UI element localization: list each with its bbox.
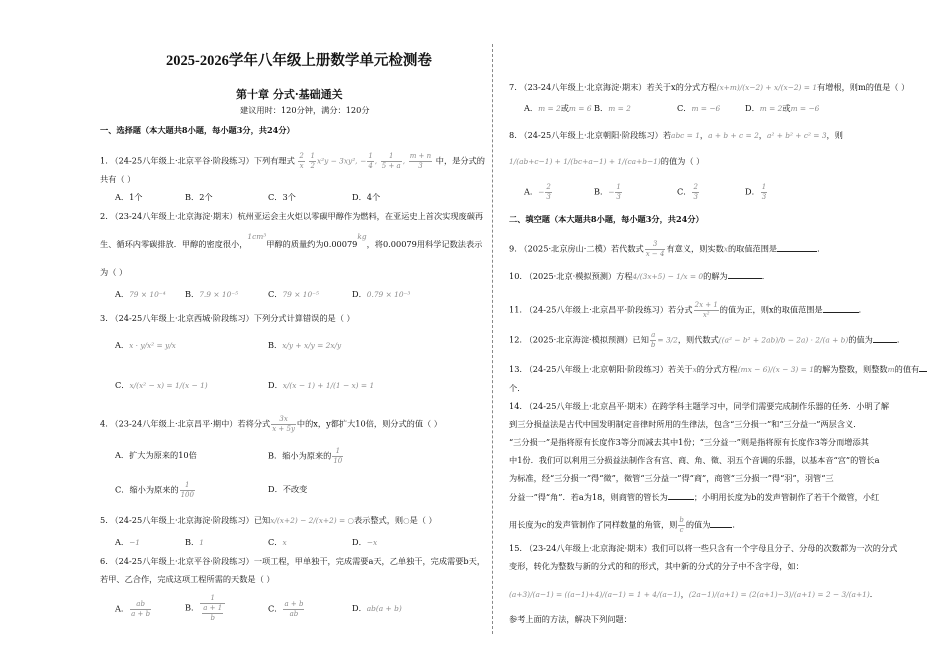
q14-line-3: “三分损一”是指将原有长度作3等分而减去其中1份；“三分益一”则是指将原有长度作3等分而增添其 [509,437,869,447]
question-7: 7. （23-24八年级上·北京海淀·期末）若关于x的分式方程(x+m)/(x−2) + x/(x−2) = 1有增根，则m的值是（ ） [509,82,910,92]
q4-option-d[interactable]: D．不改变 [268,484,308,494]
section-1-heading: 一、选择题（本大题共8小题，每小题3分，共24分） [100,125,295,135]
question-2-line-1: 2. （23-24八年级上·北京海淀·期末）杭州亚运会主火炬以零碳甲醇作为燃料，在亚运史上首次实现废碳再 [100,211,484,221]
question-6-line-2: 若甲、乙合作，完成这项工程所需的天数是（ ） [100,574,275,584]
question-1: 1. （24-25八年级上·北京平谷·阶段练习）下列有理式 $\frac{2}{x}$ $\frac{1}{2}$ x²y − 3xy², − $\frac{1}{4}$ , $\frac{1}{5 + a}$ , $\frac{m + n}{3}$ 中，是分式的 [100,152,485,170]
q5-option-d[interactable]: D．−x [352,537,378,547]
q8-option-c[interactable]: C． $\frac{2}{3}$ [677,183,698,201]
q2-option-b[interactable]: B．7.9 × 10⁻⁵ [185,289,239,299]
page-title: 2025-2026学年八年级上册数学单元检测卷 [166,53,432,69]
q6-option-a[interactable]: A． $\frac{ab}{a + b}$ [115,600,151,618]
q1-frac-4: $\frac{1}{5 + a}$ [381,152,401,170]
q7-equation: (x+m)/(x−2) + x/(x−2) = 1 [716,83,818,92]
q8-option-b[interactable]: B．− $\frac{1}{3}$ [594,183,621,201]
q7-option-d[interactable]: D．m = 2或m = −6 [745,103,820,113]
q7-option-c[interactable]: C．m = −6 [677,103,721,113]
q14-line-4: 中1份．我们可以利用三分损益法制作含有宫、商、角、徵、羽五个音调的乐器，以基本音“宫”的管长a [509,455,880,465]
q15-example-2: (2a−1)/(a+1) = (2(a+1)−3)/(a+1) = 2 − 3/(a+1) [688,590,870,599]
q2-unit-cm3: 1cm³ [247,232,267,241]
question-13-end: 个． [509,383,526,393]
q5-option-b[interactable]: B．1 [185,537,204,547]
q1-stem-end: 中，是分式的 [435,155,485,166]
question-9: 9. （2025·北京房山·二模）若代数式 $\frac{3}{x - 4}$ 有意义，则实数x的取值范围是 ． [509,240,826,258]
q14-answer-blank-2[interactable] [710,520,732,528]
question-13: 13. （24-25八年级上·北京朝阳·阶段练习）若关于x的分式方程(mx − 6)/(x − 3) = 1的解为整数，则整数m的值有 [509,364,927,373]
q1-frac-1: $\frac{2}{x}$ [299,152,304,170]
q3-option-c[interactable]: C．x/(x² − x) = 1/(x − 1) [115,380,208,390]
q13-answer-blank[interactable] [919,364,927,372]
q6-option-c[interactable]: C． $\frac{a + b}{ab}$ [268,600,304,618]
q2-option-c[interactable]: C．79 × 10⁻⁵ [268,289,320,299]
q1-option-b[interactable]: B．2个 [185,192,213,202]
q7-option-b[interactable]: B．m = 2 [594,103,631,113]
q1-stem: 1. （24-25八年级上·北京平谷·阶段练习）下列有理式 [100,155,295,166]
question-8: 8. （24-25八年级上·北京朝阳·阶段练习）若abc = 1，a + b + c = 2，a² + b² + c² = 3，则 [509,130,843,140]
left-column [100,0,488,672]
q15-line-3: 参考上面的方法，解决下列问题： [509,614,632,624]
q2-option-a[interactable]: A．79 × 10⁻⁴ [115,289,166,299]
q8-option-a[interactable]: A．− $\frac{2}{3}$ [524,183,551,201]
q1-option-a[interactable]: A．1个 [115,192,143,202]
q3-option-d[interactable]: D．x/(x − 1) + 1/(1 − x) = 1 [268,380,375,390]
question-10: 10. （2025·北京·模拟预测）方程4/(3x+5) − 1/x = 0的解为 ． [509,271,770,281]
q10-answer-blank[interactable] [728,271,762,279]
q2-unit-kg: kg [357,232,367,241]
q12-answer-blank[interactable] [873,335,897,343]
q1-option-c[interactable]: C．3个 [268,192,296,202]
q14-line-1: 14. （24-25八年级上·北京昌平·期末）在跨学科主题学习中，同学们需要完成制作乐器的任务．小明了解 [509,401,890,411]
question-4: 4. （23-24八年级上·北京昌平·期中）若将分式 $\frac{3x}{x + 5y}$ 中的x，y都扩大10倍，则分式的值（ ） [100,415,442,433]
q2-option-d[interactable]: D．0.79 × 10⁻³ [352,289,411,299]
q7-option-a[interactable]: A．m = 2或m = 6 [524,103,592,113]
column-divider [492,44,493,634]
chapter-title: 第十章 分式·基础通关 [236,88,343,101]
q3-option-b[interactable]: B．x/y + x/y = 2x/y [268,340,342,350]
q9-answer-blank[interactable] [777,244,817,252]
q14-line-6: 分益一”得“角”．若a为18，则商管的管长为 ；小明用长度为b的发声管制作了若干个徵管，小红 [509,492,880,502]
q14-line-7: 用长度为c的发声管制作了同样数量的角管，则 $\frac{b}{c}$ 的值为 ． [509,516,741,534]
q1-option-d[interactable]: D．4个 [352,192,381,202]
q4-option-b[interactable]: B．缩小为原来的 $\frac{1}{10}$ [268,447,343,465]
q5-option-a[interactable]: A．−1 [115,537,141,547]
q3-option-a[interactable]: A．x · y/x² = y/x [115,340,176,350]
q1-stem-cont: 共有（ ） [100,174,136,184]
q14-line-2: 到三分损益法是古代中国发明制定音律时所用的生律法，包含“三分损一”和“三分益一”两层含义． [509,419,862,429]
q14-answer-blank-1[interactable] [668,492,694,500]
q15-example: (a+3)/(a−1) = ((a−1)+4)/(a−1) = 1 + 4/(a−1)，(2a−1)/(a+1) = (2(a+1)−3)/(a+1) = 2 − 3/(a+1)． [509,589,878,599]
q1-frac-2: $\frac{1}{2}$ [310,152,315,170]
section-2-heading: 二、填空题（本大题共8小题，每小题3分，共24分） [509,214,704,224]
q4-frac: $\frac{3x}{x + 5y}$ [272,415,295,433]
question-11: 11. （24-25八年级上·北京昌平·阶段练习）若分式 $\frac{2x + 1}{\text{x²}}$ 的值为正，则x的取值范围是 ． [509,301,867,319]
q8-option-d[interactable]: D． $\frac{1}{3}$ [745,183,767,201]
q15-line-1: 15. （23-24八年级上·北京海淀·期末）我们可以将一些只含有一个字母且分子、分母的次数都为一次的分式 [509,543,898,553]
time-info: 建议用时：120分钟，满分：120分 [240,105,370,115]
question-12: 12. （2025·北京海淀·模拟预测）已知 $\frac{a}{b}$ = 3/2，则代数式((a² − b² + 2ab)/b − 2a) · 2/(a + b)的值为 ． [509,331,906,349]
q1-frac-5: $\frac{m + n}{3}$ [409,152,432,170]
question-6-line-1: 6. （24-25八年级上·北京平谷·阶段练习）一项工程，甲单独干，完成需要a天，乙单独干，完成需要b天， [100,556,486,566]
question-2-line-3: 为（ ） [100,267,128,277]
q14-line-5: 为标准，经“三分损一”得“徵”，徵管“三分益一”得“商”，商管“三分损一”得“羽”，羽管“三 [509,473,834,483]
q4-option-a[interactable]: A．扩大为原来的10倍 [115,450,197,460]
q15-example-1: (a+3)/(a−1) = ((a−1)+4)/(a−1) = 1 + 4/(a−1) [509,590,681,599]
q5-option-c[interactable]: C．x [268,537,287,547]
q15-line-2: 变形，转化为整数与新的分式的和的形式，其中新的分式的分子中不含字母，如： [509,561,804,571]
right-column [509,0,920,672]
q1-frac-3: $\frac{1}{4}$ [368,152,373,170]
q5-equation: x/(x+2) − 2/(x+2) = ○ [270,516,354,525]
q4-option-c[interactable]: C．缩小为原来的 $\frac{1}{100}$ [115,481,194,499]
q1-math-2: x²y − 3xy², [316,156,358,166]
question-2-line-2: 生、循环内零碳排放．甲醇的密度很小，1cm³甲醇的质量约为0.00079kg，将0.00079用科学记数法表示 [100,232,483,249]
q11-answer-blank[interactable] [823,305,859,313]
q6-option-b[interactable]: B． $\frac{1}{\frac{a + 1}{b}}$ [185,594,226,623]
q6-option-d[interactable]: D．ab(a + b) [352,603,402,613]
question-5: 5. （24-25八年级上·北京海淀·阶段练习）已知x/(x+2) − 2/(x+2) = ○表示整式，则○是（ ） [100,515,437,525]
q8-expression: 1/(ab+c−1) + 1/(bc+a−1) + 1/(ca+b−1)的值为（ ） [509,156,705,166]
question-3: 3. （24-25八年级上·北京西城·阶段练习）下列分式计算错误的是（ ） [100,313,355,323]
